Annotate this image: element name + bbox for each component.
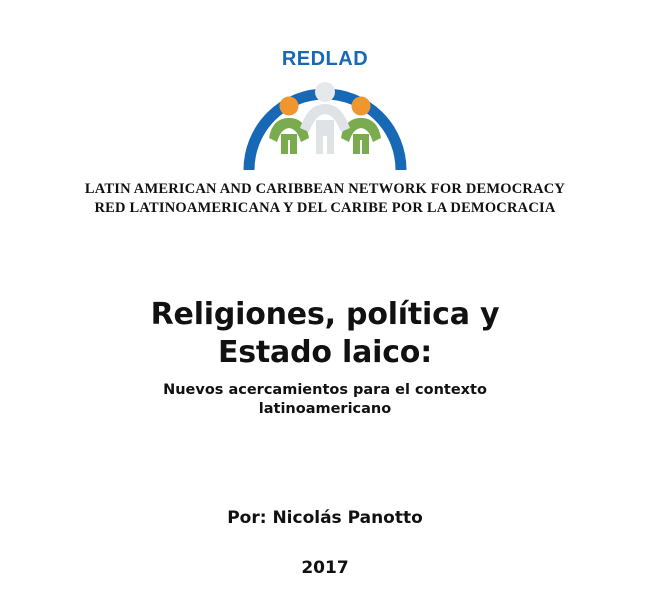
- title-block: [0, 296, 650, 420]
- logo-people-icon: [267, 72, 383, 154]
- page-subtitle: [0, 381, 650, 420]
- author-line: Por: Nicolás Panotto: [227, 508, 423, 528]
- page-title-line-2: Estado laico:: [217, 335, 433, 371]
- organization-name-english: LATIN AMERICAN AND CARIBBEAN NETWORK FOR DEMOCRACY: [84, 181, 566, 197]
- year-line: 2017: [301, 558, 349, 578]
- organization-name: [0, 180, 650, 218]
- logo-wordmark: REDLAD: [281, 48, 369, 70]
- logo-block: [0, 48, 650, 168]
- redlad-logo: [237, 48, 413, 168]
- page-title-line-1: Religiones, política y: [150, 297, 500, 332]
- page-title: [0, 296, 650, 373]
- page-subtitle-line-2: latinoamericano: [258, 401, 392, 418]
- organization-name-spanish: RED LATINOAMERICANA Y DEL CARIBE POR LA DEMOCRACIA: [94, 200, 556, 217]
- page-subtitle-line-1: Nuevos acercamientos para el contexto: [163, 381, 487, 398]
